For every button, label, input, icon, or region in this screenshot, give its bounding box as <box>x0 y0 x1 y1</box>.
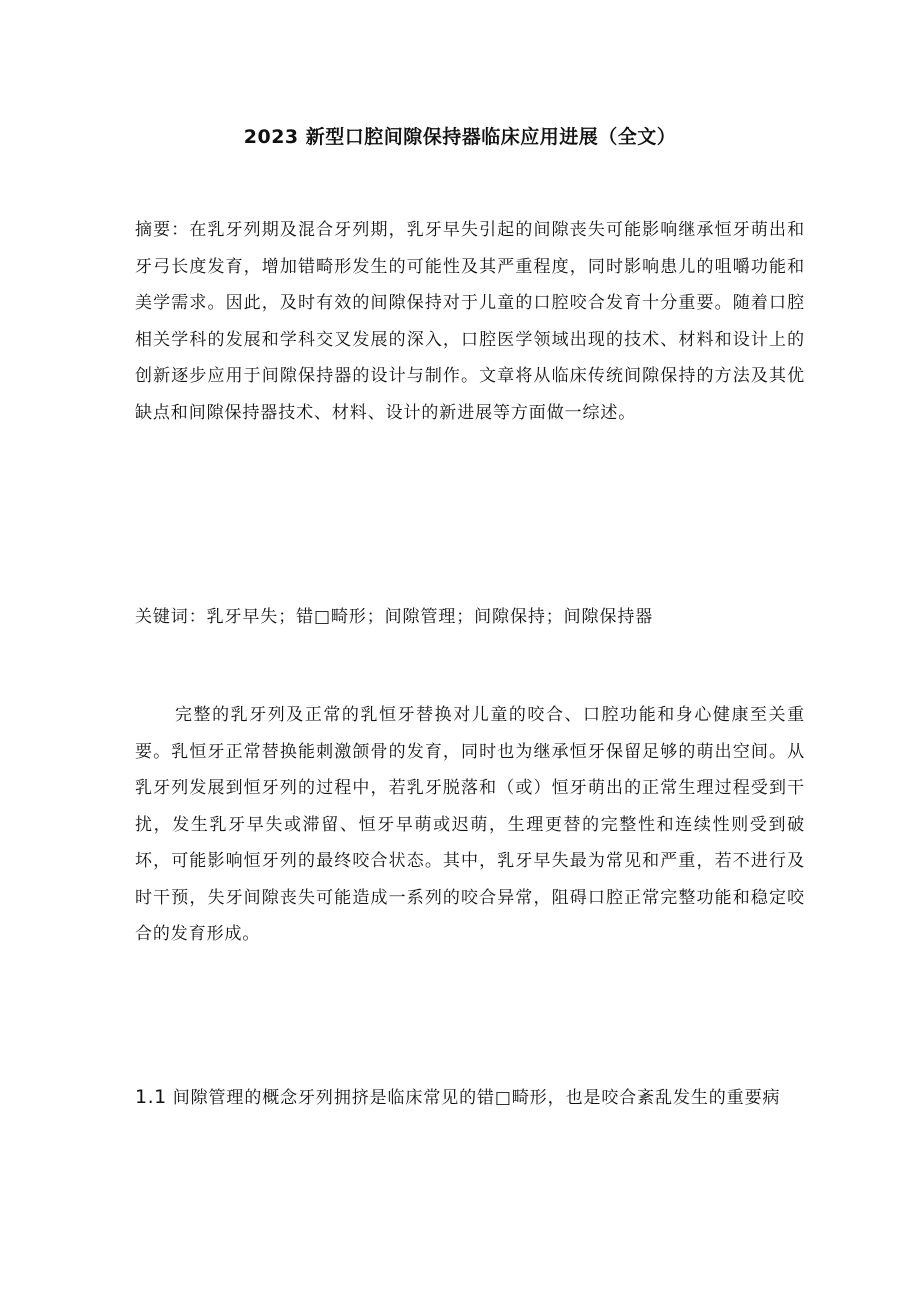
keywords-line: 关键词：乳牙早失；错□畸形；间隙管理；间隙保持；间隙保持器 <box>135 607 654 627</box>
section-heading-line <box>135 1079 805 1117</box>
section-text: 间隙管理的概念牙列拥挤是临床常见的错□畸形，也是咬合紊乱发生的重要病 <box>172 1088 781 1108</box>
body-paragraph: 完整的乳牙列及正常的乳恒牙替换对儿童的咬合、口腔功能和身心健康至关重要。乳恒牙正常替换能刺激颌骨的发育，同时也为继承恒牙保留足够的萌出空间。从乳牙列发展到恒牙列的过程中，若乳牙脱落和（或）恒牙萌出的正常生理过程受到干扰，发生乳牙早失或滞留、恒牙早萌或迟萌，生理更替的完整性和连续性则受到破坏，可能影响恒牙列的最终咬合状态。其中，乳牙早失最为常见和严重，若不进行及时干预，失牙间隙丧失可能造成一系列的咬合异常，阻碍口腔正常完整功能和稳定咬合的发育形成。 <box>135 705 805 944</box>
section-number: 1.1 <box>135 1086 167 1108</box>
abstract-paragraph: 摘要：在乳牙列期及混合牙列期，乳牙早失引起的间隙丧失可能影响继承恒牙萌出和牙弓长度发育，增加错畸形发生的可能性及其严重程度，同时影响患儿的咀嚼功能和美学需求。因此，及时有效的间隙保持对于儿童的口腔咬合发育十分重要。随着口腔相关学科的发展和学科交叉发展的深入，口腔医学领域出现的技术、材料和设计上的创新逐步应用于间隙保持器的设计与制作。文章将从临床传统间隙保持的方法及其优缺点和间隙保持器技术、材料、设计的新进展等方面做一综述。 <box>135 220 805 423</box>
document-title: 2023 新型口腔间隙保持器临床应用进展（全文） <box>243 126 677 148</box>
